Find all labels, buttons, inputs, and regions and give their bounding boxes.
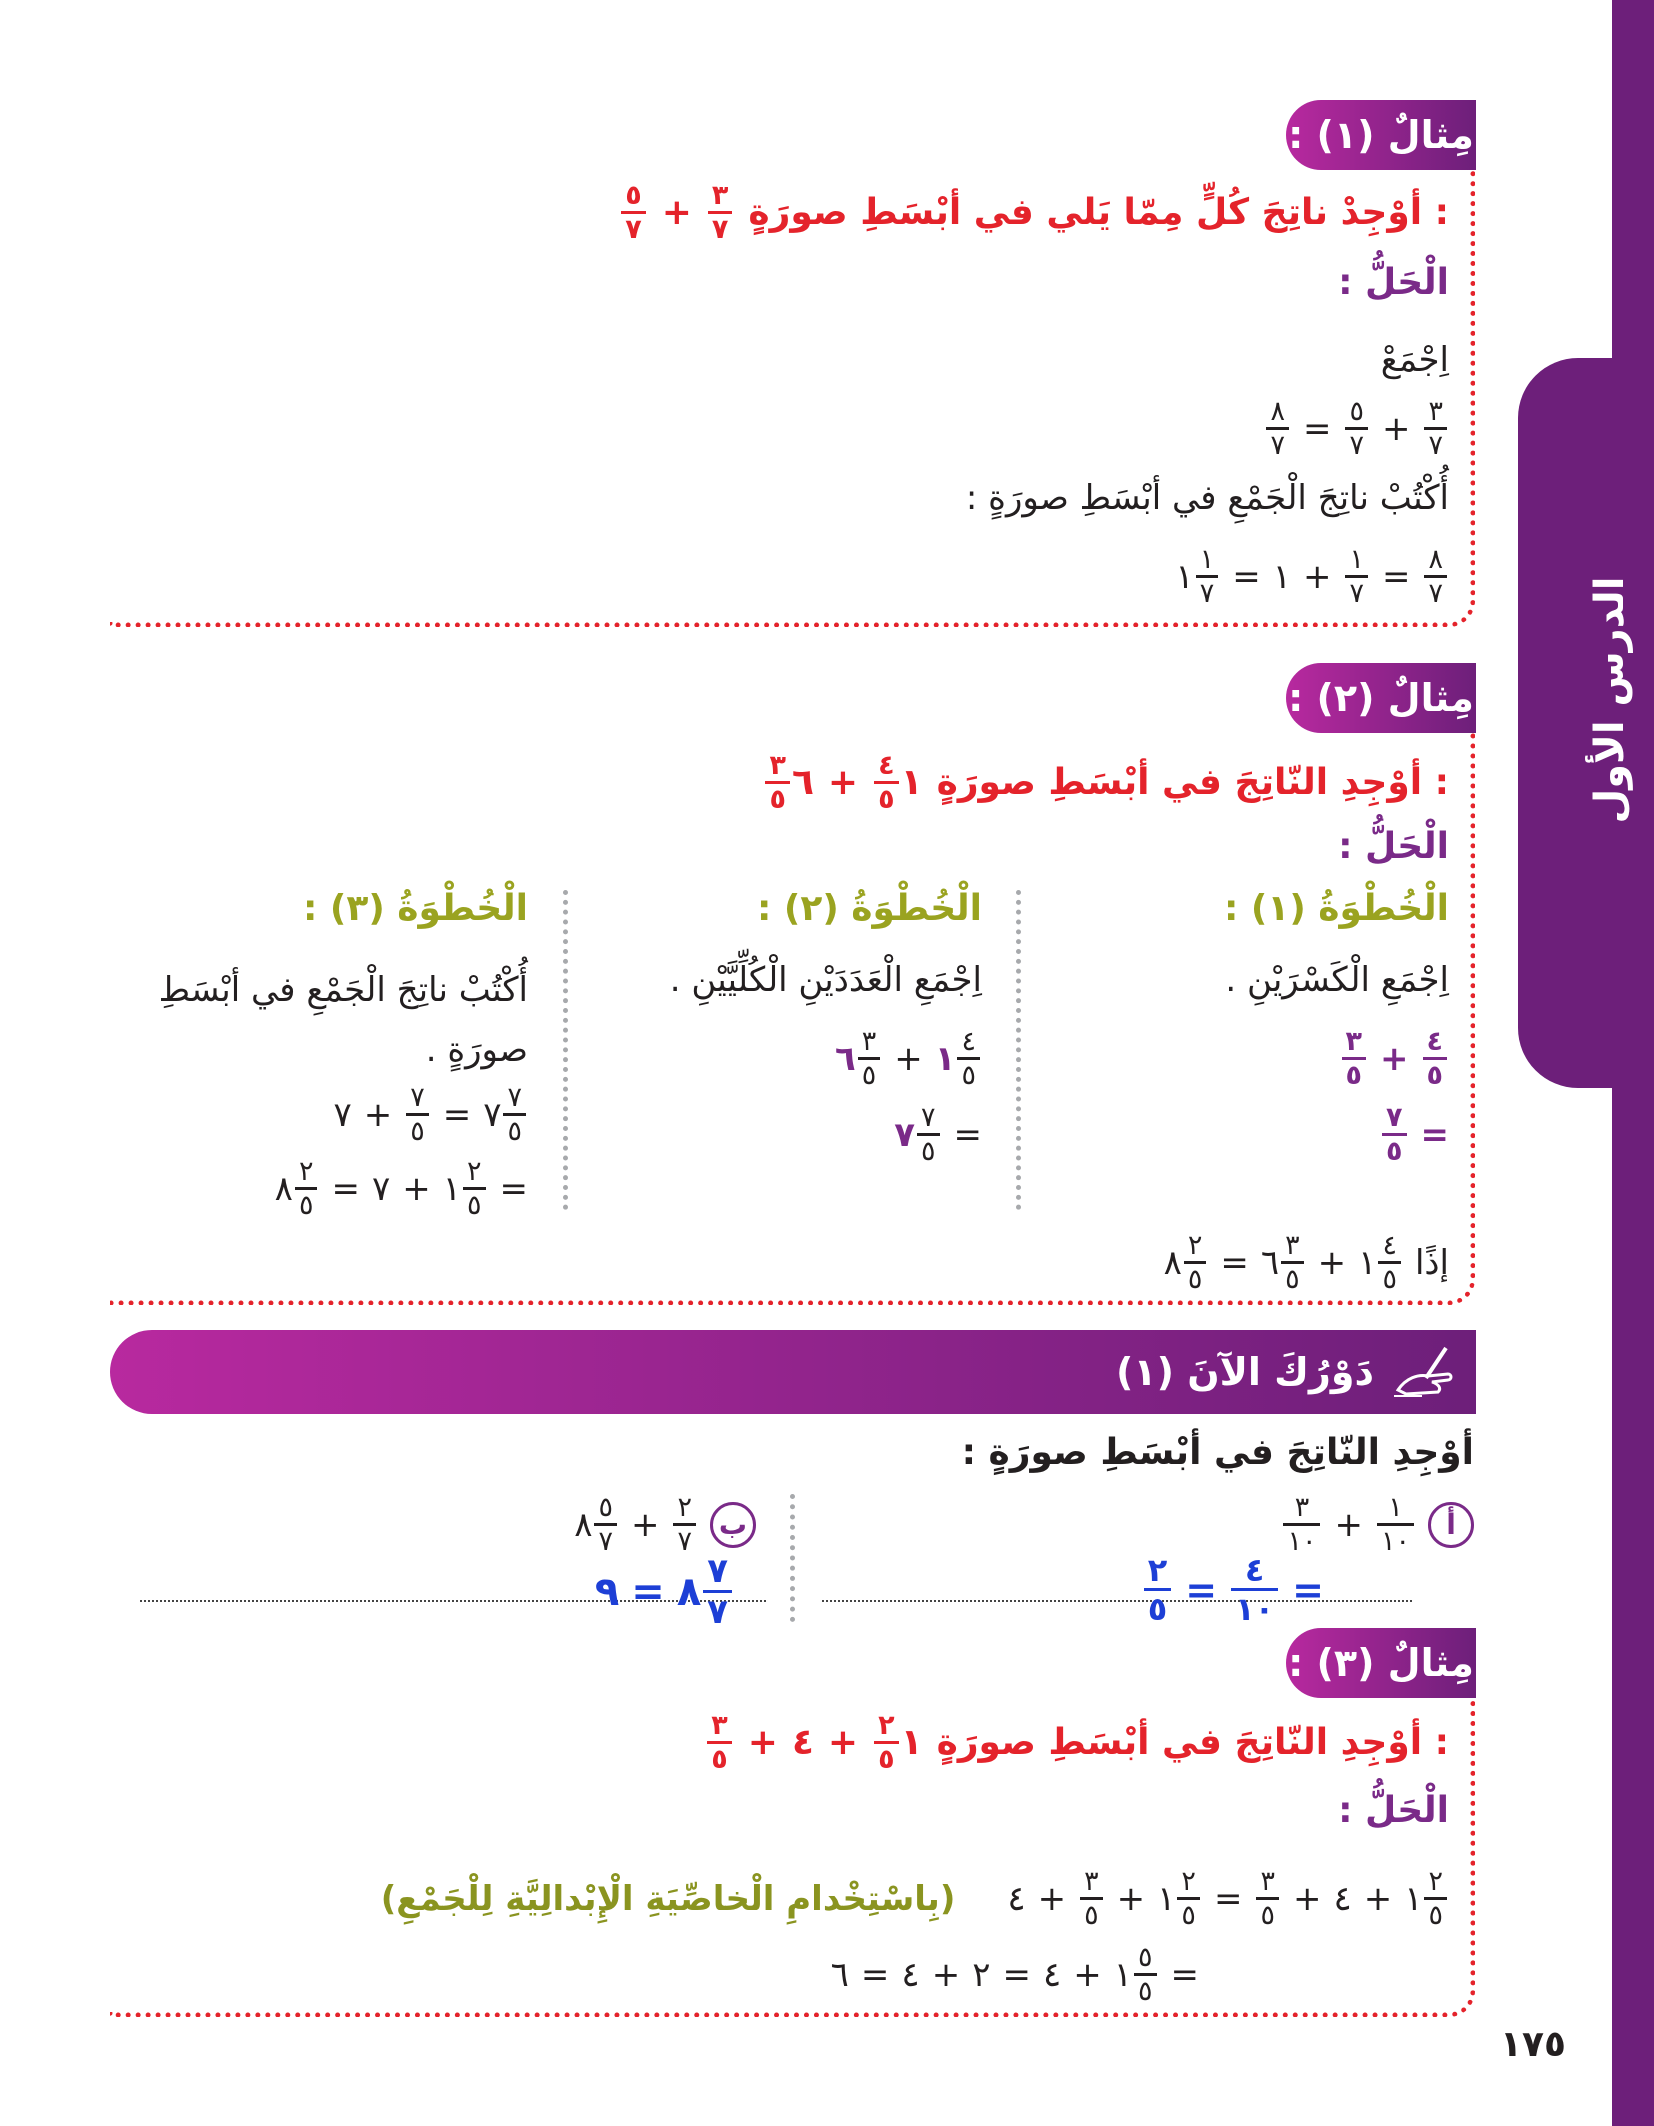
your-turn-instruction: أوْجِدِ النّاتِجَ في أبْسَطِ صورَةٍ : (961, 1432, 1474, 1473)
your-turn-banner (110, 1330, 1476, 1414)
example3-solution-label: الْحَلُّ : (1338, 1790, 1449, 1831)
your-turn-item-a: أ $\frac{١}{١٠}$ + $\frac{٣}{١٠}$ (1281, 1494, 1474, 1555)
example2-step3-eq2: = $\frac{٢}{٥}$ ١ + ٧ = $\frac{٢}{٥}$ ٨ (274, 1156, 528, 1221)
item-badge-b: ب (710, 1502, 756, 1548)
handwritten-answer-b: $\frac{٧}{٧}$ ٨ = ٩ (595, 1554, 734, 1629)
example1-heading (1286, 100, 1476, 170)
example2-step1-result: = $\frac{٧}{٥}$ (1380, 1104, 1449, 1165)
example2-solution-label: الْحَلُّ : (1338, 826, 1449, 867)
example2-question-row: أوْجِدِ النّاتِجَ في أبْسَطِ صورَةٍ : ١ $\frac{٤}{٥}$ + ٦ $\frac{٣}{٥}$ (763, 752, 1449, 813)
example1-equation-simplify: $\frac{٨}{٧}$ = $\frac{١}{٧}$ + ١ = $\frac{١}{٧}$ ١ (1175, 546, 1449, 607)
example3-question-row: أوْجِدِ النّاتِجَ في أبْسَطِ صورَةٍ : ١ $\frac{٢}{٥}$ + ٤ + $\frac{٣}{٥}$ (705, 1712, 1449, 1773)
example2-step2-text: اِجْمَعِ الْعَدَدَيْنِ الْكُلِّيَّيْنِ . (669, 960, 982, 1000)
example2-step1-sum: $\frac{٤}{٥}$ + $\frac{٣}{٥}$ (1340, 1028, 1449, 1089)
example2-step3-label: الْخُطْوَةُ (٣) : (302, 888, 528, 929)
example1-question: أوْجِدْ ناتِجَ كُلٍّ مِمّا يَلي في أبْسَطِ صورَةٍ : (748, 192, 1449, 233)
example2-step1-text: اِجْمَعِ الْكَسْرَيْنِ . (1225, 960, 1449, 1000)
column-divider (1016, 890, 1021, 1210)
example2-conclusion: إذًا $\frac{٤}{٥}$ ١ + $\frac{٣}{٥}$ ٦ = $\frac{٢}{٥}$ ٨ (1163, 1230, 1449, 1295)
example1-equation-sum: $\frac{٣}{٧}$ + $\frac{٥}{٧}$ = $\frac{٨}{٧}$ (1264, 398, 1449, 459)
example2-step3-text: أُكْتُبْ ناتِجَ الْجَمْعِ في أبْسَطِ صورَةٍ . (158, 970, 528, 1070)
example3-question: أوْجِدِ النّاتِجَ في أبْسَطِ صورَةٍ : (936, 1722, 1449, 1763)
example2-heading (1286, 663, 1476, 733)
column-divider (563, 890, 568, 1210)
example2-question: أوْجِدِ النّاتِجَ في أبْسَطِ صورَةٍ : (936, 762, 1449, 803)
example1-step-write: أُكْتُبْ ناتِجَ الْجَمْعِ في أبْسَطِ صورَةٍ : (965, 478, 1449, 518)
fraction: $\frac{٣}{٧}$ (708, 182, 732, 243)
example1-step-add: اِجْمَعْ (1380, 340, 1449, 380)
example3-eq2: = $\frac{٥}{٥}$ ١ + ٤ = ٢ + ٤ = ٦ (830, 1942, 1199, 2007)
fraction: $\frac{٥}{٧}$ (621, 182, 645, 243)
lesson-tab-label: الدرس الأول (1587, 576, 1633, 824)
page-number: ١٧٥ (1500, 2024, 1566, 2065)
column-divider (790, 1494, 795, 1622)
item-badge-a: أ (1428, 1502, 1474, 1548)
your-turn-item-b: ب $\frac{٢}{٧}$ + $\frac{٥}{٧}$ ٨ (574, 1494, 756, 1555)
writing-hand-icon (1392, 1344, 1456, 1400)
example2-step2-result: = $\frac{٧}{٥}$ ٧ (894, 1102, 982, 1167)
example3-heading-text: مِثالٌ (٣) : (1288, 1641, 1474, 1685)
example2-step2-sum: $\frac{٤}{٥}$ ١ + $\frac{٣}{٥}$ ٦ (835, 1028, 982, 1089)
sidebar-strip (1612, 0, 1654, 2126)
example1-solution-label: الْحَلُّ : (1338, 262, 1449, 303)
your-turn-title: دَوْرُكَ الآنَ (١) (1116, 1350, 1374, 1394)
example1-heading-text: مِثالٌ (١) : (1288, 113, 1474, 157)
example3-eq1: $\frac{٢}{٥}$ ١ + ٤ + $\frac{٣}{٥}$ = $\frac{٢}{٥}$ ١ + $\frac{٣}{٥}$ + ٤ (بِاسْتِخْدامِ الْخاصِّيَةِ الْإِبْدالِيَّةِ لِلْجَمْعِ) (381, 1868, 1449, 1929)
example3-heading (1286, 1628, 1476, 1698)
example3-property-note: (بِاسْتِخْدامِ الْخاصِّيَةِ الْإِبْدالِيَّةِ لِلْجَمْعِ) (380, 1878, 956, 1919)
example1-question-row: أوْجِدْ ناتِجَ كُلٍّ مِمّا يَلي في أبْسَطِ صورَةٍ : $\frac{٣}{٧}$ + $\frac{٥}{٧}$ (619, 182, 1449, 243)
example2-step3-eq1: $\frac{٧}{٥}$ ٧ = $\frac{٧}{٥}$ + ٧ (333, 1084, 528, 1145)
example2-heading-text: مِثالٌ (٢) : (1288, 676, 1474, 720)
example2-step1-label: الْخُطْوَةُ (١) : (1223, 888, 1449, 929)
example2-step2-label: الْخُطْوَةُ (٢) : (756, 888, 982, 929)
handwritten-answer-a: = $\frac{٤}{١٠}$ = $\frac{٢}{٥}$ (1142, 1554, 1324, 1625)
